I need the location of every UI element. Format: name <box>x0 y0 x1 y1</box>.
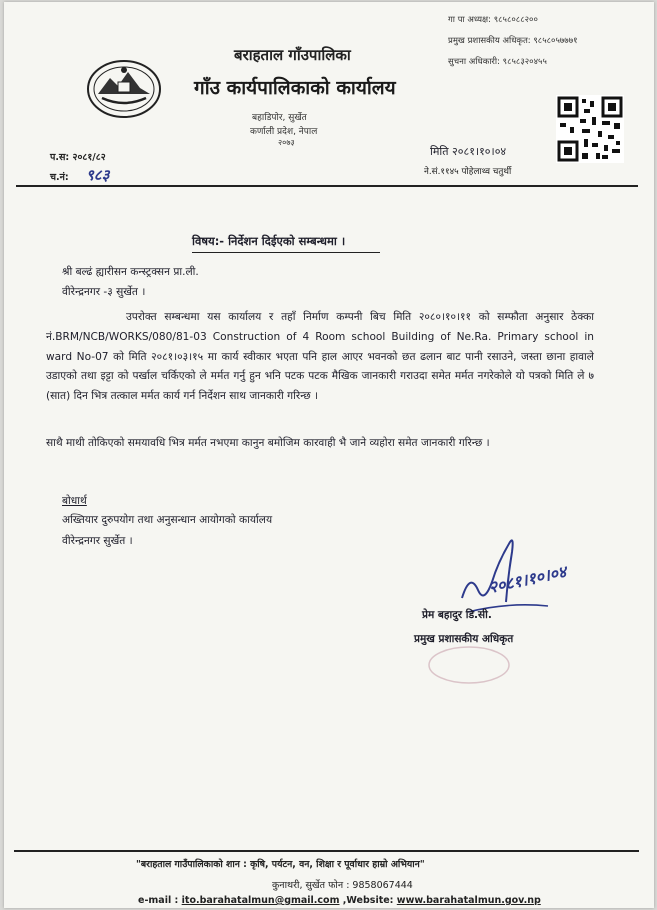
cc-office: अख्तियार दुरुपयोग तथा अनुसन्धान आयोगको कार्यालय <box>62 514 273 526</box>
header-divider <box>16 185 638 187</box>
qr-code-icon <box>556 95 624 163</box>
footer-slogan: "बराहताल गाउँपालिकाको शान : कृषि, पर्यटन, वन, शिक्षा र पूर्वाधार हाम्रो अभियान" <box>136 859 425 870</box>
letter-reference: प.स: २०८१/८२ <box>50 152 106 163</box>
nepal-samvat-date: ने.सं.११४५ पोहेलाथ्व चतुर्थी <box>424 167 512 177</box>
municipality-emblem-icon <box>84 56 164 122</box>
cc-address: वीरेन्द्रनगर सुर्खेत । <box>62 535 133 547</box>
email-link[interactable]: ito.barahatalmun@gmail.com <box>181 895 340 906</box>
admin-officer-phone: प्रमुख प्रशासकीय अधिकृत: ९८५८०५७७७१ <box>448 36 578 46</box>
email-label: e-mail : <box>138 895 179 906</box>
footer-address-phone: कुनाथरी, सुर्खेत फोन : 9858067444 <box>272 880 413 891</box>
letter-subject: विषय:- निर्देशन दिईएको सम्बन्धमा । <box>192 234 346 248</box>
signer-title: प्रमुख प्रशासकीय अधिकृत <box>414 633 514 645</box>
recipient-address: वीरेन्द्रनगर -३ सुर्खेत । <box>62 286 146 298</box>
office-name: गाँउ कार्यपालिकाको कार्यालय <box>194 77 396 99</box>
established-year: २०७३ <box>278 138 295 147</box>
province-address: कर्णाली प्रदेश, नेपाल <box>250 127 318 137</box>
letter-sheet <box>4 2 654 908</box>
body-paragraph-1: उपरोक्त सम्बन्धमा यस कार्यालय र तहाँ निर्माण कम्पनी बिच मिति २०८०।१०।११ को सम्फौता अनुसार ठेक्का नं.BRM/NCB/WORKS/080/81-03 Construction of 4 Room school Building of Ne.Ra. Primary school in ward No-07 को मिति २०८१।०३।१५ मा कार्य स्वीकार भएता पनि हाल आएर भवनको छत ढलान बाट पानी रसाउने, जस्ता छाना हावाले उडाएको तथा इट्टा को पर्खाल चर्किएको ले मर्मत गर्नु हुन भनि पटक पटक मैखिक जानकारी गराउदा समेत मर्मत नगरेकोले यो पत्रको मिति ले ७ (सात) दिन भित्र तत्काल मर्मत कार्य गर्न निर्देशन साथ जानकारी गरिन्छ । <box>46 311 594 403</box>
cc-label: बोधार्थ <box>62 495 87 507</box>
dispatch-label: च.नं: <box>50 172 69 183</box>
signer-name: प्रेम बहादुर डि.सी. <box>422 609 492 621</box>
dispatch-number: ९८३ <box>86 166 110 184</box>
signature-date: २०८१।१०।०४ <box>486 562 568 597</box>
org-name: बराहताल गाँउपालिका <box>234 46 351 64</box>
recipient-name: श्री बल्ढं ह्यारीसन कन्स्ट्रक्सन प्रा.ली. <box>62 266 199 278</box>
subject-underline <box>192 252 380 253</box>
body-paragraph-2: साथै माथी तोकिएको समयावधि भित्र मर्मत नभएमा कानुन बमोजिम कारवाही भै जाने व्यहोरा समेत जानकारी गरिन्छ । <box>46 437 490 449</box>
footer-divider <box>14 850 639 852</box>
office-stamp-icon <box>424 642 514 688</box>
website-link[interactable]: www.barahatalmun.gov.np <box>396 895 541 906</box>
letter-date: मिति २०८१।१०।०४ <box>430 145 507 158</box>
info-officer-phone: सुचना अधिकारी: ९८५८३२०४५५ <box>448 57 547 67</box>
website-label: ,Website: <box>342 895 394 906</box>
office-address: बहाडिपोर, सुर्खेत <box>252 113 307 123</box>
chairman-phone: गा पा अध्यक्ष: ९८५८०८८२०० <box>448 15 538 25</box>
